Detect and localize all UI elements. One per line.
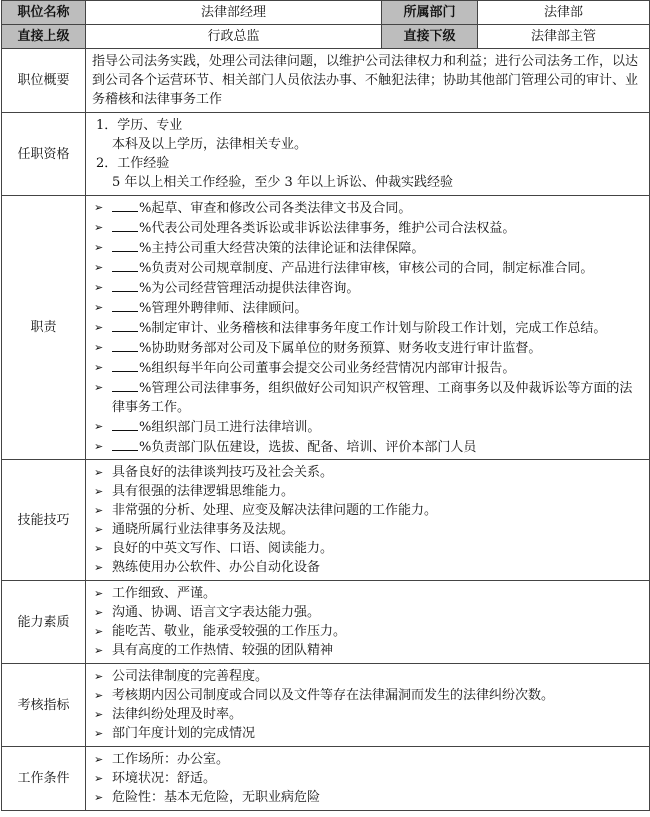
- arrow-bullet-icon: ➢: [94, 606, 104, 619]
- arrow-bullet-icon: ➢: [94, 381, 104, 394]
- list-item: [92, 278, 643, 298]
- arrow-bullet-icon: ➢: [94, 261, 104, 274]
- list-item-text: %组织每半年向公司董事会提交公司业务经营情况内部审计报告。: [139, 361, 516, 376]
- header-row-2: [2, 25, 650, 49]
- header-row-1: [2, 1, 650, 25]
- fill-in-blank: [112, 198, 138, 212]
- list-item-text: 危险性：基本无危险，无职业病危险: [112, 790, 321, 805]
- arrow-bullet-icon: ➢: [94, 241, 104, 254]
- list-item-text: %负责部门队伍建设，选拔、配备、培训、评价本部门人员: [139, 440, 477, 455]
- qualification-education-heading: 1．学历、专业: [96, 118, 183, 133]
- list-item: [92, 584, 643, 603]
- list-item-text: 具有很强的法律逻辑思维能力。: [112, 484, 295, 499]
- list-item: [92, 417, 643, 437]
- list-item: [92, 318, 643, 338]
- qualifications-row: [2, 113, 650, 196]
- list-item-text: 法律纠纷处理及时率。: [112, 707, 243, 722]
- arrow-bullet-icon: ➢: [94, 772, 104, 785]
- list-item-text: 沟通、协调、语言文字表达能力强。: [112, 605, 321, 620]
- list-item: [92, 501, 643, 520]
- arrow-bullet-icon: ➢: [94, 485, 104, 498]
- list-item-text: %管理公司法律事务，组织做好公司知识产权管理、工商事务以及仲裁诉讼等方面的法律事务工作。: [112, 381, 633, 415]
- overview-text: 指导公司法务实践，处理公司法律问题，以维护公司法律权力和利益；进行公司法务工作，以达到公司各个运营环节、相关部门人员依法办事、不触犯法律；协助其他部门管理公司的审计、业务稽核和法律事务工作: [92, 54, 639, 107]
- arrow-bullet-icon: ➢: [94, 670, 104, 683]
- list-item-text: %制定审计、业务稽核和法律事务年度工作计划与阶段工作计划，完成工作总结。: [139, 321, 607, 336]
- list-item-text: 非常强的分析、处理、应变及解决法律问题的工作能力。: [112, 503, 438, 518]
- kpi-list: [92, 667, 643, 743]
- job-description-table: [1, 0, 650, 811]
- position-name-label: 职位名称: [2, 1, 86, 25]
- list-item: [92, 378, 643, 417]
- list-item-text: %起草、审查和修改公司各类法律文书及合同。: [139, 201, 412, 216]
- arrow-bullet-icon: ➢: [94, 708, 104, 721]
- list-item-text: 具有高度的工作热情、较强的团队精神: [112, 643, 334, 658]
- list-item-text: 公司法律制度的完善程度。: [112, 669, 269, 684]
- abilities-row: [2, 581, 650, 664]
- fill-in-blank: [112, 238, 138, 252]
- list-item-text: 具备良好的法律谈判技巧及社会关系。: [112, 465, 334, 480]
- fill-in-blank: [112, 338, 138, 352]
- list-item-text: 考核期内因公司制度或合同以及文件等存在法律漏洞而发生的法律纠纷次数。: [112, 688, 555, 703]
- list-item: [92, 198, 643, 218]
- list-item-text: 工作细致、严谨。: [112, 586, 217, 601]
- direct-subordinate-value: 法律部主管: [478, 25, 650, 49]
- direct-superior-label: 直接上级: [2, 25, 86, 49]
- list-item: [92, 258, 643, 278]
- arrow-bullet-icon: ➢: [94, 644, 104, 657]
- list-item: [92, 603, 643, 622]
- qualification-experience-detail: 5 年以上相关工作经验，至少 3 年以上诉讼、仲裁实践经验: [112, 175, 453, 190]
- arrow-bullet-icon: ➢: [94, 542, 104, 555]
- arrow-bullet-icon: ➢: [94, 561, 104, 574]
- abilities-list: [92, 584, 643, 660]
- arrow-bullet-icon: ➢: [94, 221, 104, 234]
- overview-content: [86, 49, 650, 113]
- list-item: [92, 238, 643, 258]
- list-item-text: %协助财务部对公司及下属单位的财务预算、财务收支进行审计监督。: [139, 341, 542, 356]
- conditions-list: [92, 750, 643, 807]
- duties-label: 职责: [2, 196, 86, 460]
- duties-content: [86, 196, 650, 460]
- arrow-bullet-icon: ➢: [94, 281, 104, 294]
- arrow-bullet-icon: ➢: [94, 689, 104, 702]
- list-item: [92, 667, 643, 686]
- list-item: [92, 705, 643, 724]
- direct-superior-value: 行政总监: [86, 25, 382, 49]
- fill-in-blank: [112, 258, 138, 272]
- list-item-text: 通晓所属行业法律事务及法规。: [112, 522, 295, 537]
- arrow-bullet-icon: ➢: [94, 201, 104, 214]
- arrow-bullet-icon: ➢: [94, 466, 104, 479]
- arrow-bullet-icon: ➢: [94, 791, 104, 804]
- conditions-content: [86, 747, 650, 811]
- fill-in-blank: [112, 378, 138, 392]
- list-item: [92, 338, 643, 358]
- duties-list: [92, 198, 643, 457]
- list-item: [92, 539, 643, 558]
- department-value: 法律部: [478, 1, 650, 25]
- list-item-text: 能吃苦、敬业，能承受较强的工作压力。: [112, 624, 347, 639]
- fill-in-blank: [112, 278, 138, 292]
- list-item: [92, 686, 643, 705]
- arrow-bullet-icon: ➢: [94, 523, 104, 536]
- list-item: [92, 358, 643, 378]
- fill-in-blank: [112, 218, 138, 232]
- list-item: [92, 641, 643, 660]
- abilities-label: 能力素质: [2, 581, 86, 664]
- list-item-text: 熟练使用办公软件、办公自动化设备: [112, 560, 321, 575]
- qualifications-label: 任职资格: [2, 113, 86, 196]
- qualification-experience-heading: 2．工作经验: [96, 156, 170, 171]
- list-item-text: 部门年度计划的完成情况: [112, 726, 256, 741]
- overview-label: 职位概要: [2, 49, 86, 113]
- arrow-bullet-icon: ➢: [94, 301, 104, 314]
- arrow-bullet-icon: ➢: [94, 440, 104, 453]
- kpi-row: [2, 664, 650, 747]
- conditions-label: 工作条件: [2, 747, 86, 811]
- fill-in-blank: [112, 437, 138, 451]
- arrow-bullet-icon: ➢: [94, 727, 104, 740]
- qualification-education-detail: 本科及以上学历，法律相关专业。: [112, 137, 308, 152]
- list-item: [92, 463, 643, 482]
- fill-in-blank: [112, 318, 138, 332]
- list-item: [92, 724, 643, 743]
- list-item-text: %主持公司重大经营决策的法律论证和法律保障。: [139, 241, 425, 256]
- skills-label: 技能技巧: [2, 460, 86, 581]
- list-item: [92, 622, 643, 641]
- arrow-bullet-icon: ➢: [94, 587, 104, 600]
- department-label: 所属部门: [382, 1, 478, 25]
- list-item-text: %管理外聘律师、法律顾问。: [139, 301, 308, 316]
- list-item: [92, 437, 643, 457]
- list-item: [92, 558, 643, 577]
- fill-in-blank: [112, 417, 138, 431]
- kpi-content: [86, 664, 650, 747]
- fill-in-blank: [112, 298, 138, 312]
- kpi-label: 考核指标: [2, 664, 86, 747]
- direct-subordinate-label: 直接下级: [382, 25, 478, 49]
- skills-row: [2, 460, 650, 581]
- list-item-text: 环境状况：舒适。: [112, 771, 217, 786]
- arrow-bullet-icon: ➢: [94, 504, 104, 517]
- overview-row: [2, 49, 650, 113]
- list-item-text: %组织部门员工进行法律培训。: [139, 420, 321, 435]
- list-item-text: 工作场所：办公室。: [112, 752, 230, 767]
- list-item: [92, 298, 643, 318]
- arrow-bullet-icon: ➢: [94, 420, 104, 433]
- skills-content: [86, 460, 650, 581]
- abilities-content: [86, 581, 650, 664]
- skills-list: [92, 463, 643, 577]
- conditions-row: [2, 747, 650, 811]
- qualifications-content: [86, 113, 650, 196]
- list-item-text: %代表公司处理各类诉讼或非诉讼法律事务，维护公司合法权益。: [139, 221, 516, 236]
- list-item: [92, 218, 643, 238]
- list-item: [92, 769, 643, 788]
- list-item: [92, 788, 643, 807]
- list-item: [92, 482, 643, 501]
- list-item-text: 良好的中英文写作、口语、阅读能力。: [112, 541, 334, 556]
- list-item-text: %为公司经营管理活动提供法律咨询。: [139, 281, 360, 296]
- arrow-bullet-icon: ➢: [94, 753, 104, 766]
- arrow-bullet-icon: ➢: [94, 321, 104, 334]
- arrow-bullet-icon: ➢: [94, 625, 104, 638]
- fill-in-blank: [112, 358, 138, 372]
- arrow-bullet-icon: ➢: [94, 341, 104, 354]
- list-item-text: %负责对公司规章制度、产品进行法律审核，审核公司的合同，制定标准合同。: [139, 261, 594, 276]
- arrow-bullet-icon: ➢: [94, 361, 104, 374]
- duties-row: [2, 196, 650, 460]
- list-item: [92, 520, 643, 539]
- list-item: [92, 750, 643, 769]
- position-name-value: 法律部经理: [86, 1, 382, 25]
